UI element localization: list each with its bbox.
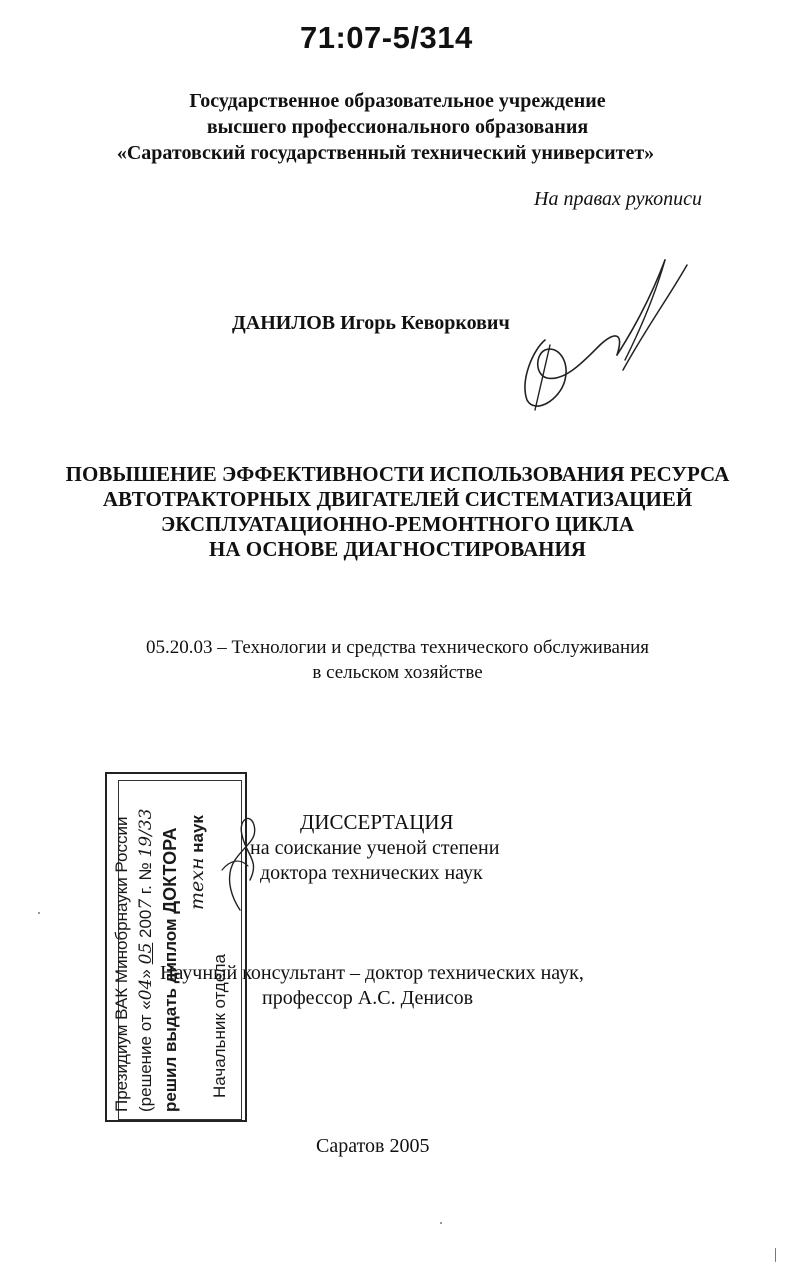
scan-speck — [38, 912, 40, 914]
institution-line-2: высшего профессионального образования — [206, 116, 589, 138]
stamp-line-5: Начальник отдела — [210, 954, 229, 1098]
place-year: Саратов 2005 — [316, 1135, 430, 1157]
scan-mark — [775, 1248, 776, 1262]
catalog-code: 71:07-5/314 — [300, 20, 473, 55]
stamp-line-3-prefix: решил выдать диплом — [161, 918, 180, 1112]
stamp-decision-month: 05 — [136, 942, 156, 965]
stamp-science-field: техн — [186, 857, 208, 910]
stamp-degree: ДОКТОРА — [160, 827, 180, 914]
stamp-signature — [210, 800, 270, 920]
stamp-line-2-mid-1: » — [136, 969, 155, 979]
scan-speck — [440, 1222, 442, 1224]
stamp-line-2-mid-2: 200 — [136, 909, 155, 938]
specialty-line-2: в сельском хозяйстве — [312, 662, 483, 683]
title-line-2: АВТОТРАКТОРНЫХ ДВИГАТЕЛЕЙ СИСТЕМАТИЗАЦИЕЙ — [102, 487, 693, 511]
dissertation-heading: ДИССЕРТАЦИЯ — [300, 810, 454, 834]
stamp-line-2 — [136, 809, 156, 1112]
stamp-line-2-prefix: (решение от « — [136, 1000, 155, 1112]
stamp-line-2-no-label: г. № — [136, 862, 155, 895]
author-name: ДАНИЛОВ Игорь Кеворкович — [232, 312, 510, 334]
stamp-line-4-suffix: наук — [188, 815, 207, 853]
degree-line-2: доктора технических наук — [260, 862, 483, 884]
stamp-decision-day: 04 — [136, 978, 156, 1001]
institution-line-3: «Саратовский государственный технический университет» — [116, 142, 655, 164]
stamp-decision-number: 19/33 — [136, 808, 156, 858]
stamp-decision-year: 7 — [136, 898, 156, 910]
specialty-line-1: 05.20.03 – Технологии и средства технического обслуживания — [145, 637, 650, 658]
stamp-line-4 — [186, 815, 208, 910]
title-line-3: ЭКСПЛУАТАЦИОННО-РЕМОНТНОГО ЦИКЛА — [160, 512, 635, 536]
title-line-4: НА ОСНОВЕ ДИАГНОСТИРОВАНИЯ — [209, 537, 586, 561]
institution-line-1: Государственное образовательное учреждение — [189, 90, 606, 112]
consultant-line-2: профессор А.С. Денисов — [262, 987, 474, 1009]
consultant-line-1: Научный консультант – доктор технических наук, — [160, 962, 584, 984]
stamp-line-3 — [160, 828, 181, 1113]
title-line-1: ПОВЫШЕНИЕ ЭФФЕКТИВНОСТИ ИСПОЛЬЗОВАНИЯ РЕСУРСА — [65, 462, 730, 486]
manuscript-note: На правах рукописи — [534, 188, 702, 210]
author-signature — [505, 250, 705, 420]
stamp-line-1: Президиум ВАК Минобрнауки России — [112, 816, 131, 1112]
degree-line-1: на соискание ученой степени — [250, 837, 500, 859]
